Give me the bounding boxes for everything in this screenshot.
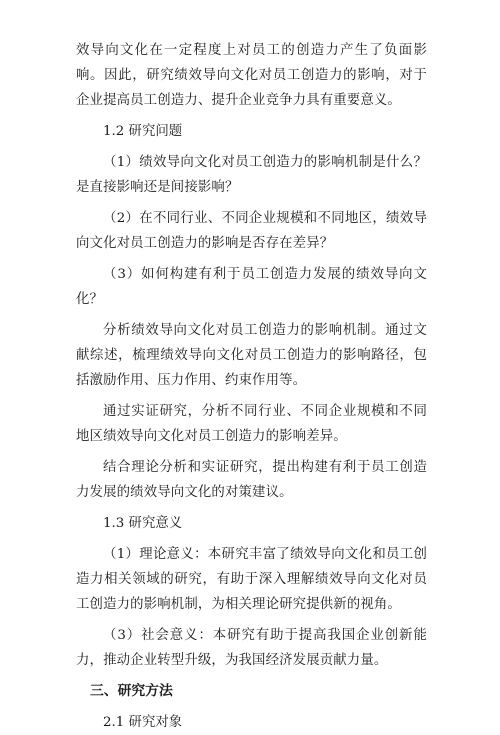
paragraph-continuation: 效导向文化在一定程度上对员工的创造力产生了负面影响。因此，研究绩效导向文化对员工创造力的影响，对于企业提高员工创造力、提升企业竞争力具有重要意义。 (76, 43, 427, 108)
significance-social: （3）社会意义：本研究有助于提高我国企业创新能力，推动企业转型升级，为我国经济发展贡献力量。 (76, 628, 427, 668)
section-heading-3: 三、研究方法 (90, 683, 173, 699)
paragraph-analysis: 分析绩效导向文化对员工创造力的影响机制。通过文献综述，梳理绩效导向文化对员工创造力的影响路径，包括激励作用、压力作用、约束作用等。 (76, 323, 427, 388)
research-question-3: （3）如何构建有利于员工创造力发展的绩效导向文化？ (76, 267, 427, 307)
paragraph-suggestion: 结合理论分析和实证研究，提出构建有利于员工创造力发展的绩效导向文化的对策建议。 (76, 460, 427, 500)
significance-theory: （1）理论意义：本研究丰富了绩效导向文化和员工创造力相关领域的研究，有助于深入理解绩效导向文化对员工创造力的影响机制，为相关理论研究提供新的视角。 (76, 547, 427, 612)
section-heading-1-3: 1.3 研究意义 (103, 516, 183, 531)
paragraph-empirical: 通过实证研究，分析不同行业、不同企业规模和不同地区绩效导向文化对员工创造力的影响差异。 (76, 404, 427, 444)
research-question-1: （1）绩效导向文化对员工创造力的影响机制是什么？是直接影响还是间接影响？ (76, 155, 427, 195)
section-heading-1-2: 1.2 研究问题 (103, 124, 183, 139)
section-heading-2-1: 2.1 研究对象 (103, 715, 183, 730)
research-question-2: （2）在不同行业、不同企业规模和不同地区，绩效导向文化对员工创造力的影响是否存在差异？ (76, 211, 427, 251)
